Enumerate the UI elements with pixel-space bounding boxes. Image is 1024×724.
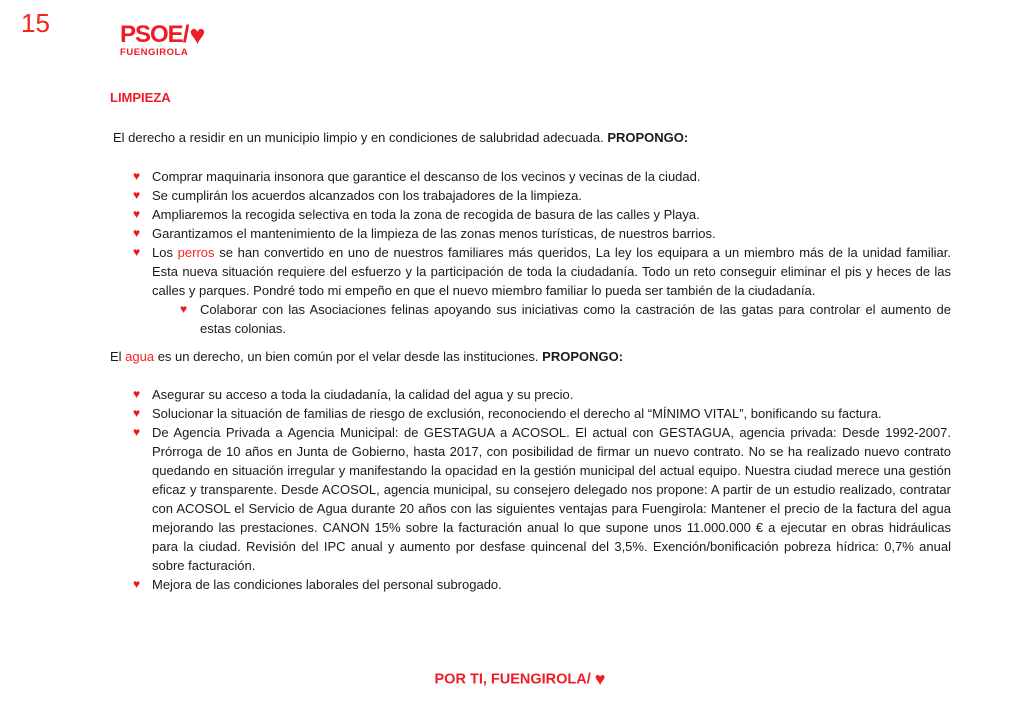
list-item-text: De Agencia Privada a Agencia Municipal: de GESTAGUA a ACOSOL. El actual con GESTAGUA, agencia privada: Desde 1992-2007. Prórroga de 10 años en Junta de Gobierno, hasta 2017, con posibilidad de firmar un nuevo contrato. No se ha realizado nuevo contrato quedando en situación irregular y manifestando la opacidad en la gestión municipal del actual equipo. Nuestra ciudad merece una gestión eficaz y transparente. Desde ACOSOL, agencia municipal, su consejero delegado nos propone: A partir de un estudio realizado, contratar con ACOSOL el Servicio de Agua durante 20 años con las siguientes ventajas para Fuengirola: Mantener el precio de la factura del agua mejorando las prestaciones. CANON 15% sobre la facturación anual lo que supone unos 11.000.000 € a ejecutar en obras hidráulicas para la ciudad. Revisión del IPC anual y aumento por desfase quincenal del 3,5%. Exención/bonificación pobreza hídrica: 0,7% anual sobre facturación.	[152, 425, 951, 573]
heart-bullet-icon: ♥	[133, 245, 141, 259]
heart-bullet-icon: ♥	[180, 302, 188, 316]
list-item-gestagua-acosol	[110, 423, 951, 575]
heart-bullet-icon: ♥	[133, 207, 141, 221]
list-item-text: Los	[152, 245, 178, 260]
intro-text: es un derecho, un bien común por el velar desde las instituciones.	[154, 349, 543, 364]
section-heading-limpieza: LIMPIEZA	[110, 90, 171, 105]
heart-bullet-icon: ♥	[133, 577, 141, 591]
intro-text: El derecho a residir en un municipio limpio y en condiciones de salubridad adecuada.	[113, 130, 608, 145]
list-item-text: Se cumplirán los acuerdos alcanzados con los trabajadores de la limpieza.	[152, 188, 582, 203]
sub-list-item-cats	[110, 300, 951, 338]
list-item	[110, 575, 951, 594]
list-item	[110, 205, 951, 224]
list-item	[110, 385, 951, 404]
heart-bullet-icon: ♥	[133, 188, 141, 202]
highlighted-word-agua: agua	[125, 349, 155, 364]
limpieza-intro-paragraph	[110, 128, 951, 147]
heart-bullet-icon: ♥	[133, 406, 141, 420]
list-item-text: Asegurar su acceso a toda la ciudadanía, la calidad del agua y su precio.	[152, 387, 574, 402]
document-body	[110, 88, 951, 594]
propongo-label: PROPONGO:	[542, 349, 624, 364]
list-item-text: Colaborar con las Asociaciones felinas apoyando sus iniciativas como la castración de las gatas para controlar el aumento de estas colonias.	[200, 302, 951, 336]
list-item-text: Solucionar la situación de familias de riesgo de exclusión, reconociendo el derecho al “MÍNIMO VITAL”, bonificando su factura.	[152, 406, 882, 421]
highlighted-word-perros: perros	[177, 245, 215, 260]
logo-top-row	[120, 20, 206, 50]
list-item	[110, 224, 951, 243]
propongo-label: PROPONGO:	[607, 130, 689, 145]
heart-bullet-icon: ♥	[133, 387, 141, 401]
list-item-text: se han convertido en uno de nuestros familiares más queridos, La ley los equipara a un miembro más de la unidad familiar. Esta nueva situación requiere del esfuerzo y la participación de toda la ciudadanía. Todo un reto conseguir eliminar el pis y heces de las calles y parques. Pondré todo mi empeño en que el nuevo miembro familiar lo pueda ser también de la ciudadanía.	[152, 245, 951, 298]
heart-icon: ♥	[594, 669, 606, 689]
list-item	[110, 167, 951, 186]
heart-icon: ♥	[189, 20, 206, 50]
intro-text: El	[110, 349, 126, 364]
list-item	[110, 186, 951, 205]
list-item-text: Garantizamos el mantenimiento de la limpieza de las zonas menos turísticas, de nuestros barrios.	[152, 226, 716, 241]
list-item-text: Mejora de las condiciones laborales del personal subrogado.	[152, 577, 502, 592]
psoe-fuengirola-logo	[120, 20, 206, 58]
list-item-dogs	[110, 243, 951, 300]
list-item-text: Ampliaremos la recogida selectiva en toda la zona de recogida de basura de las calles y Playa.	[152, 207, 700, 222]
heart-bullet-icon: ♥	[133, 226, 141, 240]
agua-intro-paragraph	[110, 347, 951, 366]
heart-bullet-icon: ♥	[133, 169, 141, 183]
footer-text: POR TI, FUENGIROLA/	[434, 671, 591, 688]
heart-bullet-icon: ♥	[133, 425, 141, 439]
agua-bullet-list	[110, 385, 951, 594]
page-number: 15	[21, 8, 50, 38]
list-item-text: Comprar maquinaria insonora que garantice el descanso de los vecinos y vecinas de la ciudad.	[152, 169, 701, 184]
logo-subtitle: FUENGIROLA	[120, 47, 189, 58]
list-item	[110, 404, 951, 423]
footer-slogan	[0, 669, 1024, 690]
logo-wordmark: PSOE/	[120, 21, 189, 48]
limpieza-bullet-list	[110, 167, 951, 338]
